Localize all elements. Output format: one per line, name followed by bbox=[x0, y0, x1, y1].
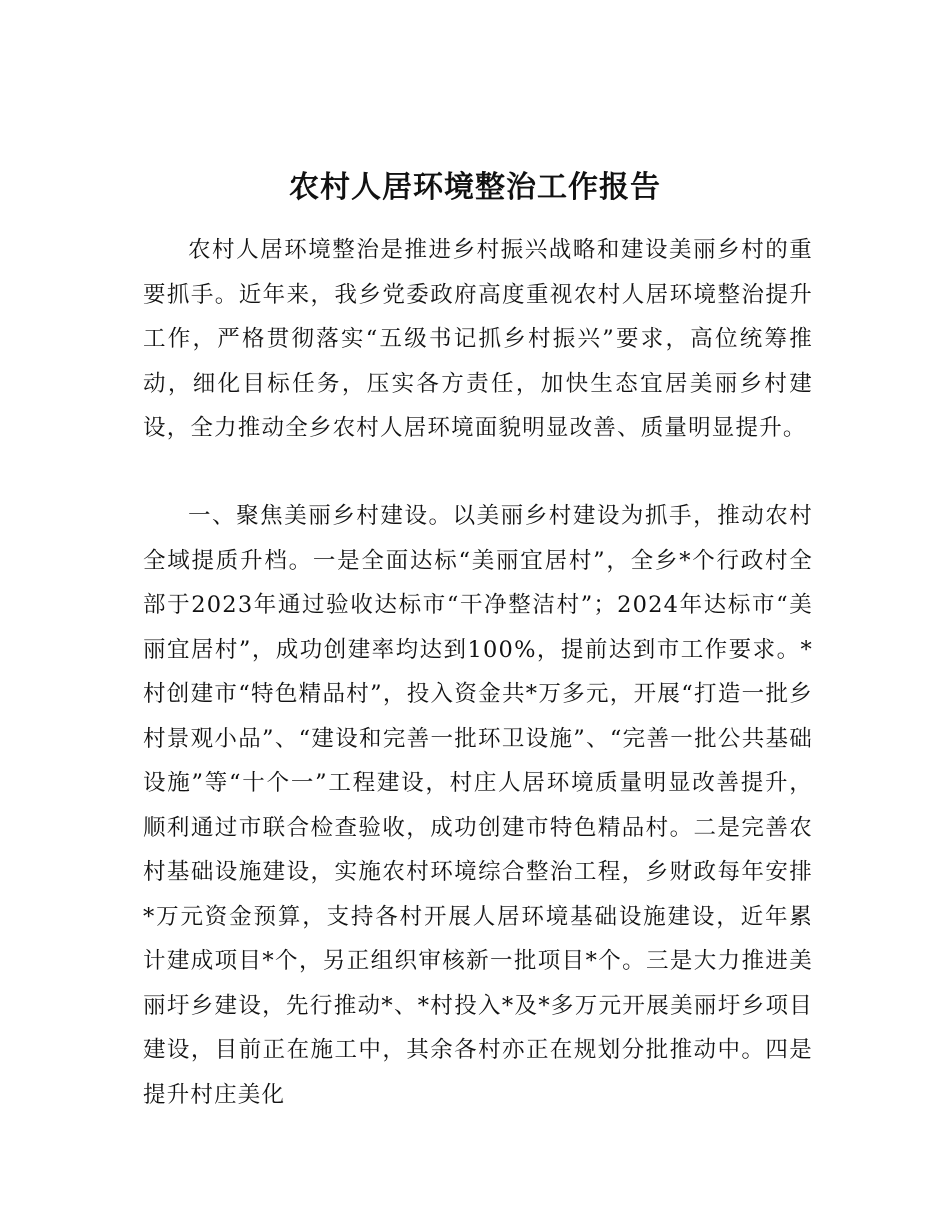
paragraph-section-one: 一、聚焦美丽乡村建设。以美丽乡村建设为抓手，推动农村全域提质升档。一是全面达标“美丽宜居村”，全乡*个行政村全部于2023年通过验收达标市“干净整洁村”；2024年达标市“美丽宜居村”，成功创建率均达到100%，提前达到市工作要求。*村创建市“特色精品村”，投入资金共*万多元，开展“打造一批乡村景观小品”、“建设和完善一批环卫设施”、“完善一批公共基础设施”等“十个一”工程建设，村庄人居环境质量明显改善提升，顺利通过市联合检查验收，成功创建市特色精品村。二是完善农村基础设施建设，实施农村环境综合整治工程，乡财政每年安排*万元资金预算，支持各村开展人居环境基础设施建设，近年累计建成项目*个，另正组织审核新一批项目*个。三是大力推进美丽圩乡建设，先行推动*、*村投入*及*多万元开展美丽圩乡项目建设，目前正在施工中，其余各村亦正在规划分批推动中。四是提升村庄美化 bbox=[143, 503, 813, 1108]
document-title: 农村人居环境整治工作报告 bbox=[289, 170, 661, 205]
paragraph-intro: 农村人居环境整治是推进乡村振兴战略和建设美丽乡村的重要抓手。近年来，我乡党委政府高度重视农村人居环境整治提升工作，严格贯彻落实“五级书记抓乡村振兴”要求，高位统筹推动，细化目标任务，压实各方责任，加快生态宜居美丽乡村建设，全力推动全乡农村人居环境面貌明显改善、质量明显提升。 bbox=[143, 237, 813, 441]
